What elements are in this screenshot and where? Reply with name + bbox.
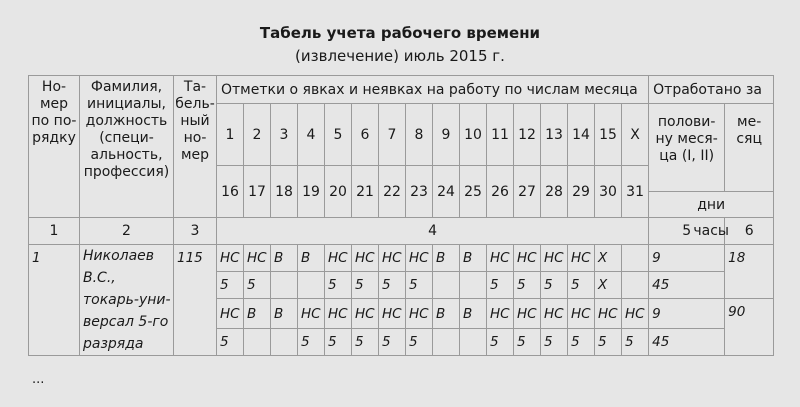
- hours-cell: [433, 329, 460, 356]
- hours-cell: 5: [487, 272, 514, 299]
- hours-cell: 5: [541, 272, 568, 299]
- hours-cell: 5: [406, 329, 433, 356]
- mark-cell: В: [244, 299, 271, 329]
- header-number-line: по по-: [31, 113, 77, 129]
- mark-cell: В: [271, 245, 298, 272]
- header-half-line: ну меся-: [655, 131, 718, 147]
- day-cell: 16: [217, 166, 244, 218]
- hours-cell: [298, 272, 325, 299]
- day-cell: 23: [406, 166, 433, 218]
- hours-cell: 5: [244, 272, 271, 299]
- hours-cell: 5: [487, 329, 514, 356]
- day-cell: 7: [379, 104, 406, 166]
- day-cell: 9: [433, 104, 460, 166]
- header-name-line: альность,: [90, 147, 163, 163]
- header-name-line: должность: [85, 113, 168, 129]
- hours-cell: [460, 272, 487, 299]
- mark-cell: НС: [622, 299, 649, 329]
- half-days: 9: [649, 245, 725, 272]
- hours-cell: 5: [568, 329, 595, 356]
- page-subtitle: (извлечение) июль 2015 г.: [295, 47, 505, 65]
- header-tab-line: мер: [180, 147, 210, 163]
- header-month-line: сяц: [736, 131, 762, 147]
- timesheet-table: [28, 75, 774, 356]
- hours-cell: 5: [514, 329, 541, 356]
- header-half-line: ца (I, II): [659, 148, 715, 164]
- day-cell: 6: [352, 104, 379, 166]
- header-month-line: ме-: [737, 114, 762, 130]
- header-half-line: полови-: [657, 114, 716, 130]
- header-name-line: профессия): [83, 164, 170, 180]
- day-cell: Х: [622, 104, 649, 166]
- employee-name-line: версал 5-го: [83, 314, 169, 330]
- mark-cell: НС: [217, 299, 244, 329]
- column-number: 6: [725, 218, 774, 245]
- hours-cell: [460, 329, 487, 356]
- day-cell: 31: [622, 166, 649, 218]
- mark-cell: НС: [514, 299, 541, 329]
- mark-cell: В: [298, 245, 325, 272]
- employee-name: [80, 245, 174, 356]
- hours-cell: [271, 329, 298, 356]
- header-tab-line: бель-: [175, 96, 215, 112]
- day-cell: 5: [325, 104, 352, 166]
- header-number-line: рядку: [32, 130, 76, 146]
- hours-cell: 5: [217, 329, 244, 356]
- mark-cell: НС: [244, 245, 271, 272]
- half-hours: 45: [649, 329, 725, 356]
- mark-cell: НС: [325, 299, 352, 329]
- hours-cell: [244, 329, 271, 356]
- hours-cell: [433, 272, 460, 299]
- header-marks: Отметки о явках и неявках на работу по числам месяца: [217, 76, 649, 104]
- day-cell: 11: [487, 104, 514, 166]
- day-cell: 22: [379, 166, 406, 218]
- hours-cell: 5: [217, 272, 244, 299]
- hours-cell: 5: [595, 329, 622, 356]
- hours-cell: 5: [325, 329, 352, 356]
- employee-name-line: Николаев: [83, 248, 155, 264]
- day-cell: 25: [460, 166, 487, 218]
- header-name-line: (специ-: [99, 130, 154, 146]
- day-cell: 14: [568, 104, 595, 166]
- header-name: [80, 76, 174, 218]
- header-tab-line: Та-: [183, 79, 207, 95]
- day-cell: 28: [541, 166, 568, 218]
- hours-cell: Х: [595, 272, 622, 299]
- mark-cell: НС: [568, 245, 595, 272]
- header-tab-number: [174, 76, 217, 218]
- month-days: 18: [725, 245, 774, 299]
- mark-cell: НС: [514, 245, 541, 272]
- hours-cell: 5: [406, 272, 433, 299]
- employee-name-line: В.С.,: [83, 270, 116, 286]
- header-number-line: Но-: [41, 79, 67, 95]
- half-days: 9: [649, 299, 725, 329]
- column-number: 5: [649, 218, 725, 245]
- day-cell: 13: [541, 104, 568, 166]
- column-number: 3: [174, 218, 217, 245]
- header-tab-line: ный: [180, 113, 210, 129]
- hours-cell: 5: [541, 329, 568, 356]
- header-name-line: Фамилия,: [90, 79, 163, 95]
- day-cell: 2: [244, 104, 271, 166]
- hours-cell: [271, 272, 298, 299]
- column-number: 2: [80, 218, 174, 245]
- mark-cell: [622, 245, 649, 272]
- day-cell: 24: [433, 166, 460, 218]
- employee-name-line: токарь-уни-: [83, 292, 171, 308]
- hours-cell: 5: [379, 329, 406, 356]
- mark-cell: В: [433, 299, 460, 329]
- page-title: Табель учета рабочего времени: [259, 24, 541, 42]
- hours-cell: [622, 272, 649, 299]
- mark-cell: НС: [406, 245, 433, 272]
- day-cell: 8: [406, 104, 433, 166]
- day-cell: 4: [298, 104, 325, 166]
- day-cell: 17: [244, 166, 271, 218]
- mark-cell: НС: [595, 299, 622, 329]
- header-hours: часы: [693, 222, 729, 239]
- mark-cell: НС: [406, 299, 433, 329]
- mark-cell: В: [460, 299, 487, 329]
- header-month: [725, 104, 774, 192]
- day-cell: 20: [325, 166, 352, 218]
- mark-cell: НС: [352, 245, 379, 272]
- employee-number: 1: [29, 245, 80, 356]
- column-number: 4: [217, 218, 649, 245]
- mark-cell: НС: [487, 245, 514, 272]
- day-cell: 26: [487, 166, 514, 218]
- header-tab-line: но-: [183, 130, 207, 146]
- column-number: 1: [29, 218, 80, 245]
- header-number-line: мер: [39, 96, 69, 112]
- header-half-month: [649, 104, 725, 192]
- day-cell: 10: [460, 104, 487, 166]
- day-cell: 3: [271, 104, 298, 166]
- mark-cell: НС: [379, 245, 406, 272]
- hours-cell: 5: [352, 272, 379, 299]
- day-cell: 1: [217, 104, 244, 166]
- mark-cell: НС: [325, 245, 352, 272]
- half-hours: 45: [649, 272, 725, 299]
- employee-tab-number: 115: [174, 245, 217, 356]
- mark-cell: НС: [541, 299, 568, 329]
- hours-cell: 5: [352, 329, 379, 356]
- header-worked: Отработано за: [649, 76, 774, 104]
- day-cell: 19: [298, 166, 325, 218]
- continuation-ellipsis: ...: [32, 372, 45, 387]
- hours-cell: 5: [379, 272, 406, 299]
- header-name-line: инициалы,: [86, 96, 166, 112]
- day-cell: 29: [568, 166, 595, 218]
- mark-cell: В: [460, 245, 487, 272]
- mark-cell: НС: [568, 299, 595, 329]
- mark-cell: В: [433, 245, 460, 272]
- hours-cell: 5: [568, 272, 595, 299]
- employee-name-line: разряда: [83, 336, 144, 352]
- hours-cell: 5: [325, 272, 352, 299]
- mark-cell: НС: [541, 245, 568, 272]
- day-cell: 30: [595, 166, 622, 218]
- mark-cell: НС: [487, 299, 514, 329]
- hours-cell: 5: [622, 329, 649, 356]
- header-number: [29, 76, 80, 218]
- hours-cell: 5: [298, 329, 325, 356]
- day-cell: 12: [514, 104, 541, 166]
- header-days: дни: [649, 192, 774, 218]
- day-cell: 15: [595, 104, 622, 166]
- day-cell: 18: [271, 166, 298, 218]
- mark-cell: НС: [298, 299, 325, 329]
- mark-cell: Х: [595, 245, 622, 272]
- mark-cell: В: [271, 299, 298, 329]
- day-cell: 21: [352, 166, 379, 218]
- day-cell: 27: [514, 166, 541, 218]
- hours-cell: 5: [514, 272, 541, 299]
- mark-cell: НС: [217, 245, 244, 272]
- mark-cell: НС: [379, 299, 406, 329]
- mark-cell: НС: [352, 299, 379, 329]
- month-hours: 90: [725, 299, 774, 356]
